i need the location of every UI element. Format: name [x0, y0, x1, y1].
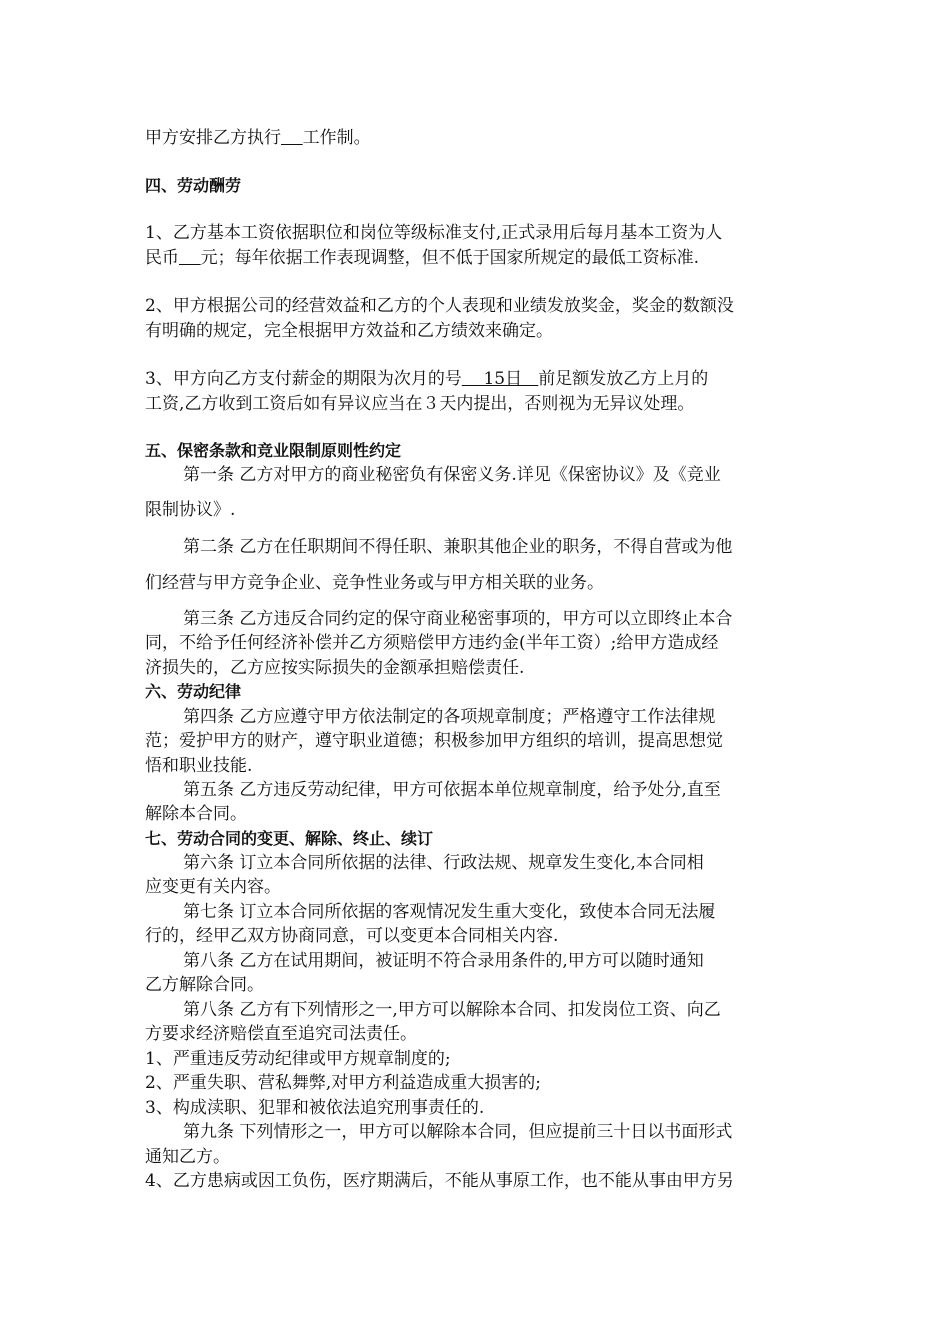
- heading-section-5: 五、保密条款和竞业限制原则性约定: [145, 441, 402, 460]
- article-9-line1: 第九条 下列情形之一，甲方可以解除本合同，但应提前三十日以书面形式: [183, 1122, 733, 1142]
- article-8b-line2: 方要求经济赔偿直至追究司法责任。: [145, 1024, 417, 1044]
- article-3-line3: 济损失的，乙方应按实际损失的金额承担赔偿责任.: [145, 658, 525, 678]
- paragraph-4-2-line1: 2、甲方根据公司的经营效益和乙方的个人表现和业绩发放奖金，奖金的数额没: [145, 296, 734, 316]
- article-8-line2: 乙方解除合同。: [145, 975, 264, 995]
- article-3-line1: 第三条 乙方违反合同约定的保守商业秘密事项的，甲方可以立即终止本合: [183, 609, 733, 629]
- article-2-line1: 第二条 乙方在任职期间不得任职、兼职其他企业的职务，不得自营或为他: [183, 537, 733, 557]
- paragraph-4-2-line2: 有明确的规定，完全根据甲方效益和乙方绩效来确定。: [145, 321, 553, 341]
- blank-field: [281, 128, 303, 148]
- list-item-2: 2、严重失职、营私舞弊,对甲方利益造成重大损害的;: [145, 1073, 541, 1093]
- heading-section-4: 四、劳动酬劳: [145, 176, 242, 195]
- blank-field: [179, 248, 201, 268]
- heading-section-7: 七、劳动合同的变更、解除、终止、续订: [145, 829, 434, 848]
- list-item-4: 4、乙方患病或因工负伤，医疗期满后，不能从事原工作，也不能从事由甲方另: [145, 1171, 734, 1191]
- article-4-line1: 第四条 乙方应遵守甲方依法制定的各项规章制度；严格遵守工作法律规: [183, 707, 716, 727]
- article-9-line2: 通知乙方。: [145, 1147, 230, 1167]
- text: 工作制。: [302, 128, 371, 148]
- paragraph-work-system: [145, 128, 371, 148]
- text: 民币: [145, 248, 179, 268]
- list-item-3: 3、构成渎职、犯罪和被依法追究刑事责任的.: [145, 1098, 485, 1118]
- article-3-line2: 同，不给予任何经济补偿并乙方须赔偿甲方违约金(半年工资）;给甲方造成经: [145, 633, 719, 653]
- article-7-line1: 第七条 订立本合同所依据的客观情况发生重大变化，致使本合同无法履: [183, 902, 716, 922]
- article-8b-line1: 第八条 乙方有下列情形之一,甲方可以解除本合同、扣发岗位工资、向乙: [183, 1000, 721, 1020]
- article-7-line2: 行的，经甲乙双方协商同意，可以变更本合同相关内容.: [145, 926, 559, 946]
- heading-section-6: 六、劳动纪律: [145, 682, 242, 701]
- text: 元；每年依据工作表现调整，但不低于国家所规定的最低工资标准.: [200, 248, 700, 268]
- article-5-line2: 解除本合同。: [145, 804, 247, 824]
- article-6-line2: 应变更有关内容。: [145, 877, 281, 897]
- paragraph-4-3-line1: [145, 369, 708, 389]
- paragraph-4-1-line2: [145, 248, 699, 268]
- text: 3、甲方向乙方支付薪金的期限为次月的号: [145, 369, 462, 389]
- article-2-line2: 们经营与甲方竞争企业、竞争性业务或与甲方相关联的业务。: [145, 573, 604, 593]
- pay-day-field: 15日: [461, 369, 539, 389]
- article-5-line1: 第五条 乙方违反劳动纪律，甲方可依据本单位规章制度，给予处分,直至: [183, 780, 721, 800]
- article-8-line1: 第八条 乙方在试用期间，被证明不符合录用条件的,甲方可以随时通知: [183, 951, 704, 971]
- article-4-line2: 范；爱护甲方的财产，遵守职业道德；积极参加甲方组织的培训，提高思想觉: [145, 731, 723, 751]
- paragraph-4-1-line1: 1、乙方基本工资依据职位和岗位等级标准支付,正式录用后每月基本工资为人: [145, 223, 723, 243]
- text: 甲方安排乙方执行: [145, 128, 281, 148]
- article-6-line1: 第六条 订立本合同所依据的法律、行政法规、规章发生变化,本合同相: [183, 853, 704, 873]
- list-item-1: 1、严重违反劳动纪律或甲方规章制度的;: [145, 1049, 451, 1069]
- article-1-line2: 限制协议》.: [145, 500, 236, 520]
- article-4-line3: 悟和职业技能.: [145, 756, 253, 776]
- paragraph-4-3-line2: 工资,乙方收到工资后如有异议应当在３天内提出，否则视为无异议处理。: [145, 394, 695, 414]
- text: 前足额发放乙方上月的: [538, 369, 709, 389]
- article-1-line1: 第一条 乙方对甲方的商业秘密负有保密义务.详见《保密协议》及《竞业: [183, 465, 721, 485]
